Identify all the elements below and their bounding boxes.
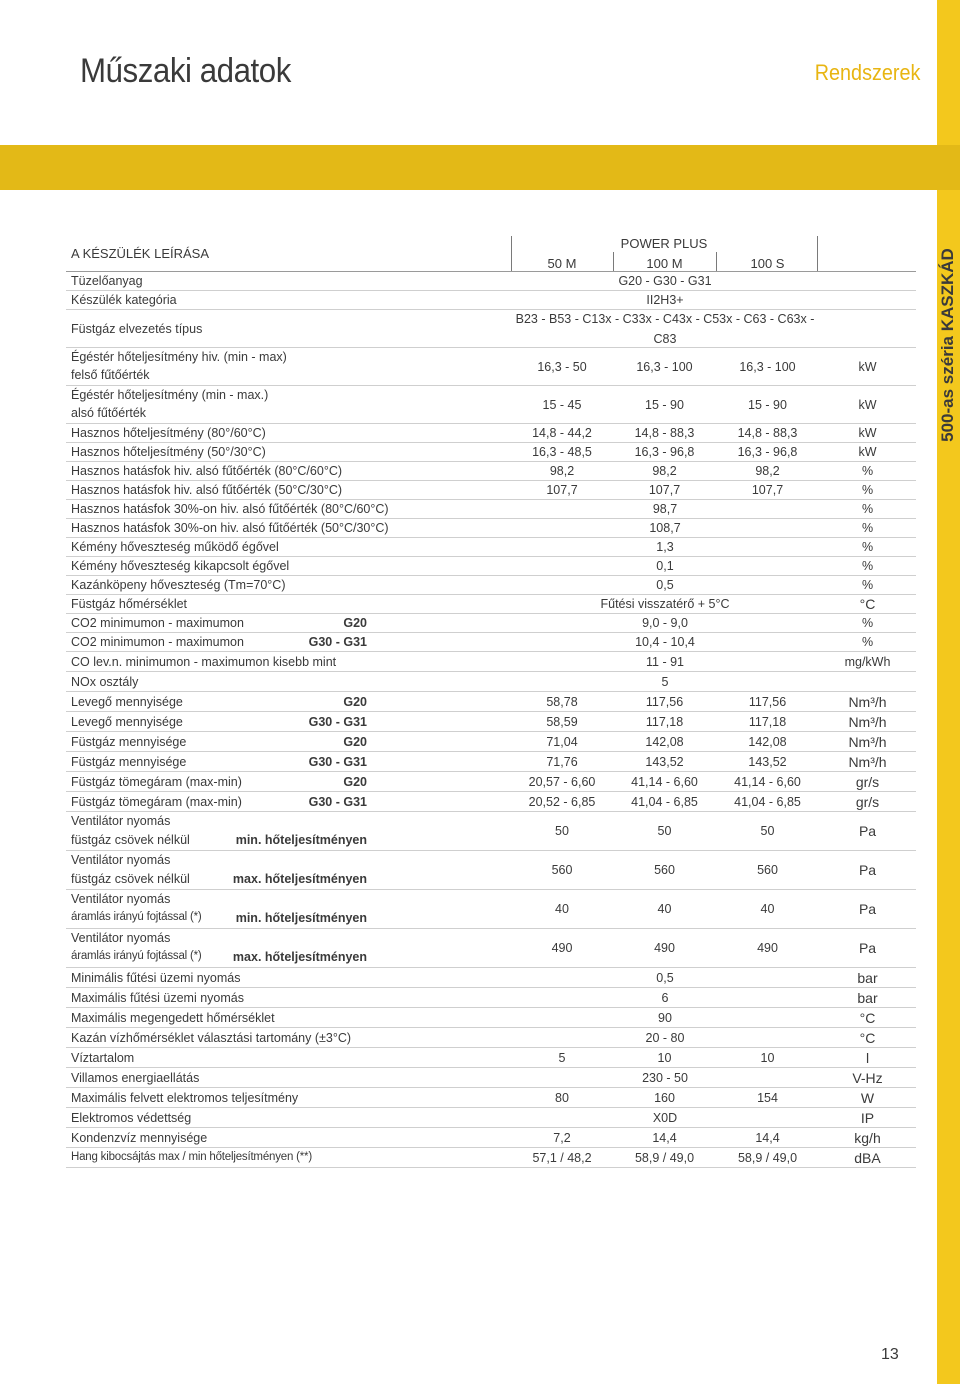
row-sublabel: füstgáz csövek nélkül <box>71 872 190 886</box>
value-100m: 10 <box>657 1050 672 1065</box>
value-50m: 71,04 <box>546 734 578 749</box>
value-50m: 50 <box>555 824 569 838</box>
unit: kW <box>858 397 877 412</box>
value-100m: 142,08 <box>645 734 684 749</box>
gas-type-label: G20 <box>343 695 367 709</box>
gas-type-label: G30 - G31 <box>308 715 367 729</box>
row-label-text: Maximális megengedett hőmérséklet <box>71 1011 275 1025</box>
row-label <box>71 1028 371 1047</box>
row-label-text: Hasznos hatásfok 30%-on hiv. alsó fűtőérték (80°C/60°C) <box>71 502 389 516</box>
gas-type-label: G30 - G31 <box>308 635 367 649</box>
unit: kW <box>858 426 877 440</box>
table-row <box>66 672 916 692</box>
value-50m: 14,8 - 44,2 <box>532 426 592 440</box>
value-100m: 160 <box>654 1090 675 1105</box>
table-row <box>66 500 916 519</box>
row-label <box>71 310 371 347</box>
value-100s: 16,3 - 96,8 <box>737 445 798 459</box>
row-label-text: Füstgáz hőmérséklet <box>71 597 188 611</box>
value-100m: 41,04 - 6,85 <box>631 794 698 809</box>
unit: Nm³/h <box>848 713 887 730</box>
table-row <box>66 1108 916 1128</box>
unit: °C <box>859 1009 876 1026</box>
row-label <box>71 1088 371 1107</box>
row-label <box>71 424 371 442</box>
value-100s: 50 <box>760 824 775 838</box>
row-label <box>71 481 371 499</box>
value-50m: 71,76 <box>546 754 578 769</box>
table-row <box>66 538 916 557</box>
row-label <box>71 538 371 556</box>
value-50m: 20,52 - 6,85 <box>528 794 596 809</box>
row-label-text: Kazán vízhőmérséklet választási tartomány (±3°C) <box>71 1031 352 1045</box>
value-100s: 10 <box>760 1050 775 1065</box>
value-all-models: 5 <box>661 674 669 689</box>
row-label-text: Kémény hőveszteség működő égővel <box>71 540 279 554</box>
value-all-models: 98,7 <box>652 502 678 516</box>
value-100s: 14,8 - 88,3 <box>737 426 798 440</box>
gas-type-label: G20 <box>343 775 367 789</box>
table-row <box>66 712 916 732</box>
value-50m: 57,1 / 48,2 <box>532 1150 592 1165</box>
value-100m: 490 <box>654 941 675 955</box>
value-100s: 142,08 <box>748 734 787 749</box>
row-label-text: Füstgáz tömegáram (max-min) <box>71 775 242 789</box>
row-sublabel: füstgáz csövek nélkül <box>71 833 190 847</box>
model-100s: 100 S <box>750 256 785 271</box>
table-row <box>66 272 916 291</box>
unit: l <box>865 1049 870 1066</box>
row-label-text: Levegő mennyisége <box>71 695 183 709</box>
table-row <box>66 614 916 633</box>
table-row <box>66 348 916 386</box>
page-title: Műszaki adatok <box>80 52 291 90</box>
unit: Pa <box>858 823 877 839</box>
value-100m: 560 <box>654 863 675 877</box>
table-row <box>66 732 916 752</box>
row-label-text: Füstgáz elvezetés típus <box>71 322 203 336</box>
value-100m: 16,3 - 96,8 <box>634 445 695 459</box>
table-row <box>66 1048 916 1068</box>
unit: °C <box>859 1029 876 1046</box>
value-50m: 107,7 <box>546 483 578 497</box>
unit: Pa <box>858 901 877 917</box>
value-all-models: 20 - 80 <box>645 1030 685 1045</box>
row-label-text: Hasznos hatásfok 30%-on hiv. alsó fűtőérték (50°C/30°C) <box>71 521 389 535</box>
unit: Nm³/h <box>848 753 887 770</box>
row-label <box>71 1128 371 1147</box>
row-label <box>71 1148 371 1167</box>
yellow-banner <box>0 145 960 190</box>
gas-type-label: G20 <box>343 616 367 630</box>
value-50m: 58,59 <box>546 714 578 729</box>
value-all-models: G20 - G30 - G31 <box>618 274 712 288</box>
row-label-text: CO2 minimumon - maximumon <box>71 635 244 649</box>
value-100s: 143,52 <box>748 754 787 769</box>
value-50m: 58,78 <box>546 694 578 709</box>
value-all-models: 0,5 <box>656 578 674 592</box>
row-label <box>71 890 371 928</box>
table-row <box>66 310 916 348</box>
row-label-text: CO2 minimumon - maximumon <box>71 616 244 630</box>
row-label-text: Hasznos hőteljesítmény (50°/30°C) <box>71 445 266 459</box>
row-label-text: CO lev.n. minimumon - maximumon kisebb mint <box>71 655 337 669</box>
unit: gr/s <box>855 773 880 790</box>
row-label-text: Ventilátor nyomás <box>71 892 171 906</box>
table-row <box>66 1088 916 1108</box>
row-label <box>71 968 371 987</box>
value-100m: 16,3 - 100 <box>636 359 693 374</box>
value-50m: 16,3 - 50 <box>537 359 587 374</box>
row-label <box>71 672 371 691</box>
model-50m: 50 M <box>547 256 577 271</box>
unit: kg/h <box>854 1129 881 1146</box>
value-all-models: 0,1 <box>656 559 674 573</box>
row-label-text: Tüzelőanyag <box>71 274 143 288</box>
value-100m: 41,14 - 6,60 <box>631 774 698 789</box>
row-label <box>71 988 371 1007</box>
row-label <box>71 519 389 537</box>
value-all-models: Fűtési visszatérő + 5°C <box>600 597 730 611</box>
value-100m: 98,2 <box>652 464 677 478</box>
table-row <box>66 519 916 538</box>
row-label <box>71 1068 371 1087</box>
row-label-text: Ventilátor nyomás <box>71 814 171 828</box>
value-100m: 143,52 <box>645 754 684 769</box>
gas-type-label: G30 - G31 <box>308 795 367 809</box>
value-100m: 15 - 90 <box>645 397 684 412</box>
value-100m: 107,7 <box>648 483 681 497</box>
section-label: Rendszerek <box>814 60 920 85</box>
unit: dBA <box>854 1149 881 1166</box>
value-100m: 40 <box>657 902 672 916</box>
value-all-models: X0D <box>652 1110 678 1125</box>
row-label <box>71 851 371 889</box>
value-all-models: 0,5 <box>656 970 674 985</box>
value-100s: 490 <box>757 941 778 955</box>
table-row <box>66 595 916 614</box>
row-label <box>71 500 389 518</box>
row-label <box>71 386 371 423</box>
table-row <box>66 929 916 968</box>
row-label-text: Elektromos védettség <box>71 1111 192 1125</box>
table-row <box>66 557 916 576</box>
table-title: A KÉSZÜLÉK LEÍRÁSA <box>71 246 210 261</box>
value-100s: 15 - 90 <box>748 397 787 412</box>
row-label <box>71 1108 371 1127</box>
value-100s: 117,56 <box>748 694 787 709</box>
row-label-text: NOx osztály <box>71 675 139 689</box>
row-label-text: Hang kibocsájtás max / min hőteljesítményen (**) <box>71 1151 312 1163</box>
table-row <box>66 1148 916 1168</box>
row-label <box>71 652 371 671</box>
row-label <box>71 443 371 461</box>
table-row <box>66 576 916 595</box>
value-all-models: 6 <box>661 990 669 1005</box>
value-100s: 40 <box>760 902 775 916</box>
value-100m: 58,9 / 49,0 <box>634 1150 695 1165</box>
row-label-text: Készülék kategória <box>71 293 177 307</box>
row-label-text: Füstgáz mennyisége <box>71 735 187 749</box>
unit: Pa <box>858 940 877 956</box>
value-50m: 7,2 <box>553 1130 571 1145</box>
gas-type-label: G20 <box>343 735 367 749</box>
unit: % <box>861 483 874 497</box>
row-label <box>71 633 371 651</box>
value-all-models: 11 - 91 <box>646 654 684 669</box>
table-row <box>66 988 916 1008</box>
table-row <box>66 481 916 500</box>
row-label-text: Hasznos hőteljesítmény (80°/60°C) <box>71 426 266 440</box>
value-100s: 107,7 <box>751 483 784 497</box>
row-sublabel: alsó fűtőérték <box>71 406 147 420</box>
header-divider <box>511 236 512 272</box>
table-row <box>66 968 916 988</box>
unit: kW <box>858 359 877 374</box>
unit: IP <box>860 1109 875 1126</box>
gas-type-label: min. hőteljesítményen <box>235 911 367 925</box>
table-row <box>66 1028 916 1048</box>
product-name: POWER PLUS <box>620 236 708 251</box>
row-label-text: Ventilátor nyomás <box>71 931 171 945</box>
value-100m: 117,18 <box>645 714 684 729</box>
row-label-text: Levegő mennyisége <box>71 715 183 729</box>
row-label-text: Égéstér hőteljesítmény (min - max.) <box>71 388 269 402</box>
table-row <box>66 890 916 929</box>
value-100s: 154 <box>757 1090 778 1105</box>
table-row <box>66 652 916 672</box>
table-row <box>66 443 916 462</box>
row-label-text: Kémény hőveszteség kikapcsolt égővel <box>71 559 290 573</box>
unit: Nm³/h <box>848 733 887 750</box>
value-100m: 50 <box>657 824 672 838</box>
unit: % <box>861 559 874 573</box>
value-50m: 15 - 45 <box>542 397 582 412</box>
value-all-models: II2H3+ <box>646 293 684 307</box>
table-row <box>66 1068 916 1088</box>
table-row <box>66 792 916 812</box>
unit: V-Hz <box>852 1069 883 1086</box>
value-50m: 40 <box>555 902 569 916</box>
table-row <box>66 692 916 712</box>
row-label-text: Villamos energiaellátás <box>71 1071 200 1085</box>
unit: kW <box>858 445 877 459</box>
gas-type-label: G30 - G31 <box>308 755 367 769</box>
row-label-text: Kazánköpeny hőveszteség (Tm=70°C) <box>71 578 286 592</box>
row-label <box>71 812 371 850</box>
row-sublabel: áramlás irányú fojtással (*) <box>71 950 202 962</box>
value-100m: 117,56 <box>645 694 684 709</box>
header-divider <box>817 236 818 272</box>
unit: Nm³/h <box>848 693 887 710</box>
unit: W <box>860 1089 875 1106</box>
table-row <box>66 462 916 481</box>
row-label <box>71 692 371 711</box>
row-label-text: Maximális fűtési üzemi nyomás <box>71 991 244 1005</box>
unit: bar <box>857 989 878 1006</box>
value-all-models: 230 - 50 <box>642 1070 688 1085</box>
value-50m: 490 <box>551 941 573 955</box>
unit: mg/kWh <box>844 654 891 669</box>
table-row <box>66 1128 916 1148</box>
row-label <box>71 712 371 731</box>
page-number: 13 <box>881 1346 899 1363</box>
value-100s: 41,14 - 6,60 <box>734 774 801 789</box>
table-row <box>66 812 916 851</box>
row-label-text: Hasznos hatásfok hiv. alsó fűtőérték (50°C/30°C) <box>71 483 343 497</box>
value-100m: 14,4 <box>652 1130 677 1145</box>
row-label-text: Hasznos hatásfok hiv. alsó fűtőérték (80°C/60°C) <box>71 464 343 478</box>
value-50m: 560 <box>551 863 573 877</box>
row-label-text: Maximális felvett elektromos teljesítmény <box>71 1091 299 1105</box>
table-row <box>66 772 916 792</box>
spec-table <box>66 272 916 1168</box>
unit: % <box>861 502 874 516</box>
row-label <box>71 576 371 594</box>
value-all-models: 9,0 - 9,0 <box>642 616 688 630</box>
unit: bar <box>857 969 878 986</box>
unit: % <box>861 616 874 630</box>
value-100s: 98,2 <box>755 464 780 478</box>
table-row <box>66 633 916 652</box>
value-100s: 58,9 / 49,0 <box>737 1150 798 1165</box>
row-label-text: Füstgáz mennyisége <box>71 755 187 769</box>
row-label <box>71 772 371 791</box>
row-label-text: Minimális fűtési üzemi nyomás <box>71 971 241 985</box>
row-label-text: Víztartalom <box>71 1051 135 1065</box>
value-50m: 16,3 - 48,5 <box>532 445 592 459</box>
value-all-models: 108,7 <box>649 521 681 535</box>
header-divider <box>613 252 614 272</box>
value-100s: 117,18 <box>748 714 787 729</box>
value-all-models: 1,3 <box>656 540 674 554</box>
table-row <box>66 1008 916 1028</box>
row-label <box>71 614 371 632</box>
unit: % <box>861 635 874 649</box>
value-100s: 14,4 <box>755 1130 780 1145</box>
gas-type-label: max. hőteljesítményen <box>232 950 367 964</box>
row-label <box>71 557 371 575</box>
row-label <box>71 1048 371 1067</box>
unit: % <box>861 464 874 478</box>
unit: % <box>861 540 874 554</box>
value-100m: 14,8 - 88,3 <box>634 426 695 440</box>
row-label-text: Füstgáz tömegáram (max-min) <box>71 795 242 809</box>
table-row <box>66 386 916 424</box>
unit: gr/s <box>855 793 880 810</box>
gas-type-label: max. hőteljesítményen <box>232 872 367 886</box>
header-divider <box>716 252 717 272</box>
row-label <box>71 929 371 967</box>
side-label: 500-as széria KASZKÁD <box>938 248 957 442</box>
row-label-text: Kondenzvíz mennyisége <box>71 1131 208 1145</box>
value-100s: 16,3 - 100 <box>739 359 796 374</box>
row-sublabel: áramlás irányú fojtással (*) <box>71 911 202 923</box>
row-label <box>71 732 371 751</box>
unit: % <box>861 578 874 592</box>
row-label-text: Égéstér hőteljesítmény hiv. (min - max) <box>71 350 287 364</box>
row-label <box>71 272 371 290</box>
gas-type-label: min. hőteljesítményen <box>235 833 367 847</box>
value-50m: 80 <box>555 1090 569 1105</box>
table-row <box>66 752 916 772</box>
side-strip <box>937 0 960 1384</box>
value-50m: 98,2 <box>549 464 575 478</box>
value-50m: 20,57 - 6,60 <box>528 774 596 789</box>
table-row <box>66 424 916 443</box>
value-100s: 41,04 - 6,85 <box>734 794 801 809</box>
table-row <box>66 291 916 310</box>
row-label <box>71 595 371 613</box>
unit: Pa <box>858 862 877 878</box>
table-row <box>66 851 916 890</box>
value-all-models: 10,4 - 10,4 <box>635 635 695 649</box>
row-label-text: Ventilátor nyomás <box>71 853 171 867</box>
row-label <box>71 792 371 811</box>
value-50m: 5 <box>558 1050 566 1065</box>
value-all-models: 90 <box>658 1010 672 1025</box>
value-100s: 560 <box>757 863 778 877</box>
row-label <box>71 752 371 771</box>
value-all-models: B23 - B53 - C13x - C33x - C43x - C53x - C63 - C63x - C83 <box>515 311 815 346</box>
row-label <box>71 348 371 385</box>
row-sublabel: felső fűtőérték <box>71 368 150 382</box>
model-100m: 100 M <box>646 256 683 271</box>
unit: % <box>861 521 874 535</box>
unit: °C <box>859 596 876 612</box>
row-label <box>71 291 371 309</box>
row-label <box>71 462 371 480</box>
row-label <box>71 1008 371 1027</box>
